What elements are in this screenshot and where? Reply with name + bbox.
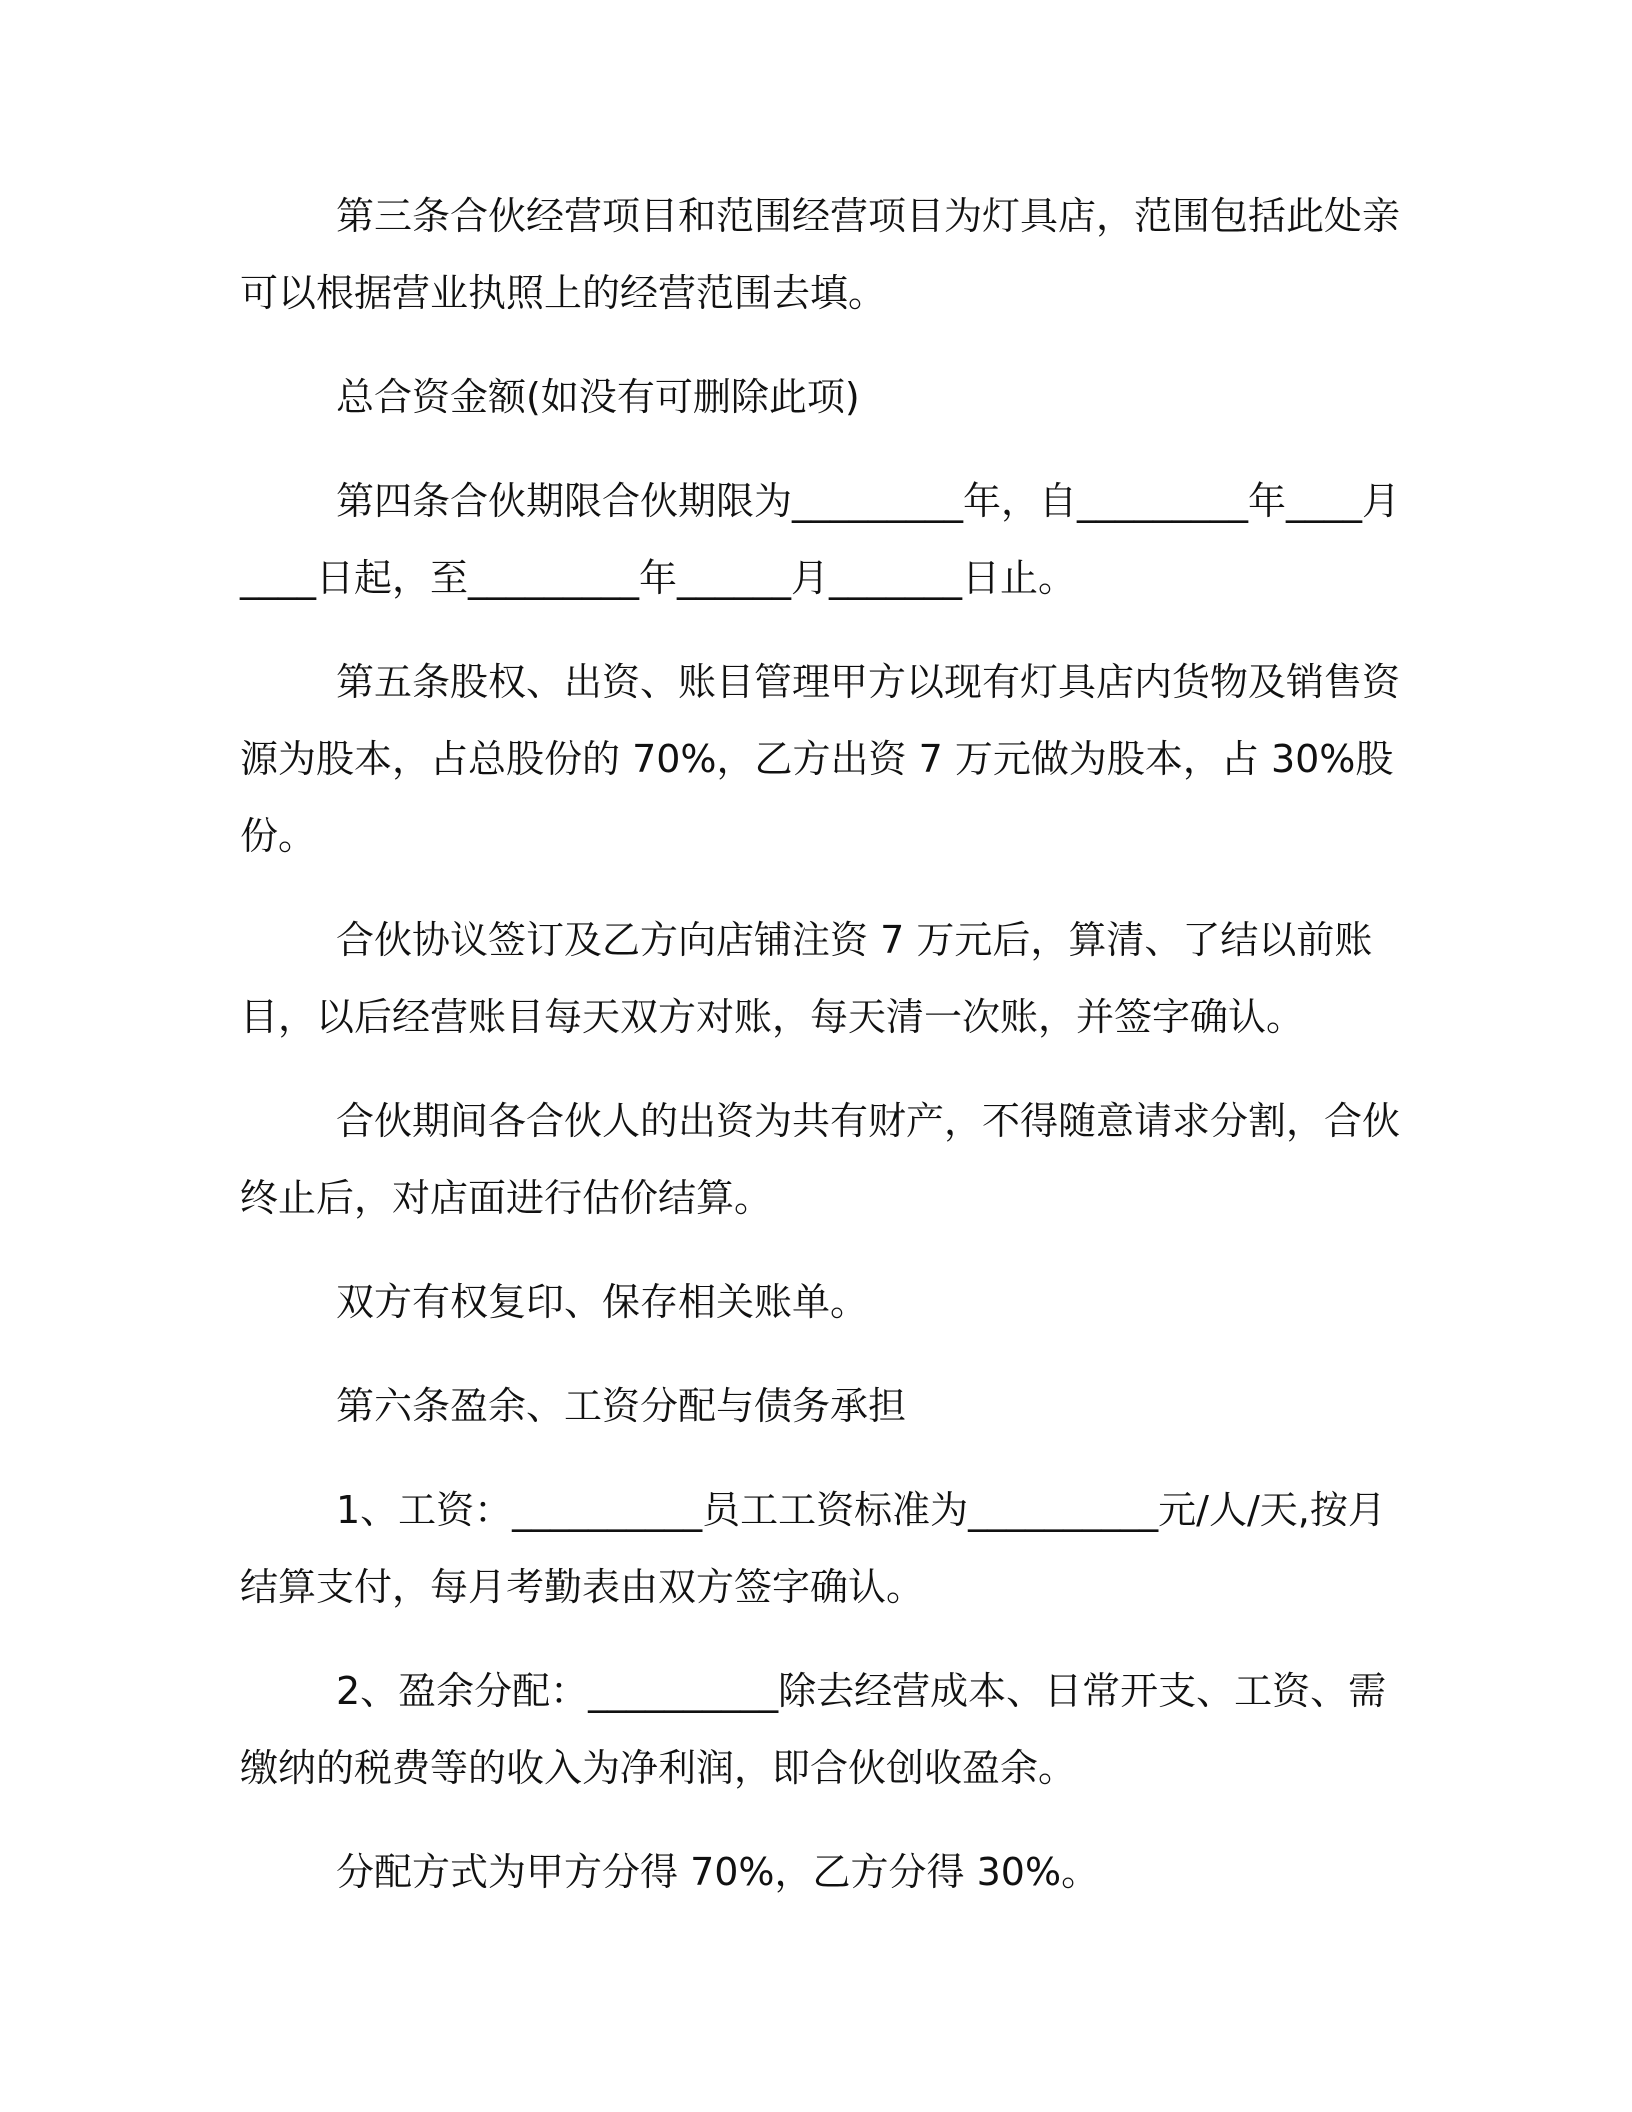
paragraph-article-5: 第五条股权、出资、账目管理甲方以现有灯具店内货物及销售资源为股本，占总股份的 70%，乙方出资 7 万元做为股本，占 30%股份。 — [240, 660, 1401, 858]
paragraph-wages: 1、工资：__________员工工资标准为__________元/人/天,按月结算支付，每月考勤表由双方签字确认。 — [240, 1488, 1386, 1609]
paragraph-joint-property: 合伙期间各合伙人的出资为共有财产，不得随意请求分割，合伙终止后，对店面进行估价结算。 — [240, 1099, 1401, 1220]
paragraph-surplus-distribution: 2、盈余分配：__________除去经营成本、日常开支、工资、需缴纳的税费等的收入为净利润，即合伙创收盈余。 — [240, 1669, 1387, 1790]
paragraph-bill-rights: 双方有权复印、保存相关账单。 — [336, 1280, 869, 1324]
paragraph-account-settlement: 合伙协议签订及乙方向店铺注资 7 万元后，算清、了结以前账目，以后经营账目每天双方对账，每天清一次账，并签字确认。 — [240, 918, 1373, 1039]
document-body — [240, 178, 1400, 1938]
paragraph-article-3: 第三条合伙经营项目和范围经营项目为灯具店，范围包括此处亲可以根据营业执照上的经营范围去填。 — [240, 194, 1401, 315]
paragraph-article-6: 第六条盈余、工资分配与债务承担 — [336, 1384, 907, 1428]
paragraph-distribution-method: 分配方式为甲方分得 70%，乙方分得 30%。 — [336, 1850, 1100, 1894]
paragraph-article-4: 第四条合伙期限合伙期限为_________年，自_________年____月____日起，至_________年______月_______日止。 — [240, 479, 1401, 600]
paragraph-total-capital: 总合资金额(如没有可删除此项) — [336, 375, 860, 419]
